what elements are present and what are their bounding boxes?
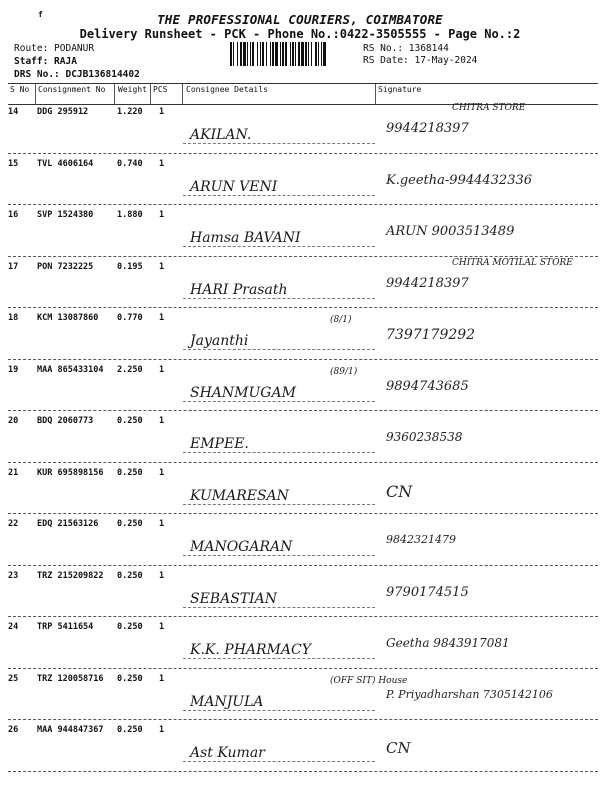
row-sno: 16 <box>8 210 19 220</box>
consignee-handwritten-name: ARUN VENI <box>190 178 278 195</box>
barcode-bar <box>326 42 328 66</box>
row-sno: 15 <box>8 158 19 169</box>
row-pcs: 1 <box>159 107 165 117</box>
row-sno: 24 <box>8 622 19 632</box>
signature-handwritten: 9790174515 <box>386 584 469 600</box>
consignee-handwritten-name: MANOGARAN <box>190 539 293 555</box>
row-weight: 0.770 <box>117 313 143 323</box>
row-weight: 0.250 <box>117 673 143 684</box>
row-consignment-no: TRZ 215209822 <box>37 570 104 581</box>
consignee-handwritten-name: EMPEE. <box>190 436 249 452</box>
drs-number: DRS No.: DCJB136814402 <box>14 69 140 80</box>
col-head-weight: Weight <box>118 85 147 94</box>
col-divider <box>35 84 36 104</box>
row-pcs: 1 <box>159 725 165 735</box>
row-separator <box>8 307 598 308</box>
row-pcs: 1 <box>159 261 165 272</box>
consignee-handwritten-name: KUMARESAN <box>190 487 289 504</box>
consignee-underline <box>183 555 375 556</box>
row-sno: 20 <box>8 416 19 426</box>
page-subtitle: Delivery Runsheet - PCK - Phone No.:0422-3505555 - Page No.:2 <box>79 27 521 41</box>
consignee-underline <box>183 349 375 350</box>
consignee-underline <box>183 143 375 144</box>
handwritten-note: CHITRA MOTILAL STORE <box>452 257 573 268</box>
row-sno: 26 <box>8 725 19 735</box>
row-weight: 0.250 <box>117 622 143 632</box>
col-divider <box>150 84 151 104</box>
row-pcs: 1 <box>159 313 165 323</box>
row-consignment-no: MAA 944847367 <box>37 725 104 735</box>
row-pcs: 1 <box>159 158 165 169</box>
staff-label: Staff: RAJA <box>14 56 77 67</box>
consignee-underline <box>183 761 375 762</box>
consignee-underline <box>183 401 375 402</box>
row-sno: 18 <box>8 313 19 323</box>
signature-handwritten: ARUN 9003513489 <box>386 224 515 239</box>
row-consignment-no: BDQ 2060773 <box>37 416 94 426</box>
col-head-consignee: Consignee Details <box>186 85 268 94</box>
col-head-signature: Signature <box>378 85 422 94</box>
row-separator <box>8 359 598 360</box>
row-sno: 17 <box>8 261 19 272</box>
row-sno: 23 <box>8 570 19 581</box>
consignee-underline <box>183 658 375 659</box>
barcode <box>230 42 358 66</box>
row-consignment-no: EDQ 21563126 <box>37 519 99 529</box>
row-separator <box>8 153 598 154</box>
row-pcs: 1 <box>159 210 165 220</box>
row-separator <box>8 616 598 617</box>
row-weight: 0.740 <box>117 158 143 169</box>
col-divider <box>182 84 183 104</box>
row-separator <box>8 462 598 463</box>
signature-handwritten: 9894743685 <box>386 378 469 394</box>
row-weight: 2.250 <box>117 364 143 375</box>
consignee-underline <box>183 710 375 711</box>
consignee-handwritten-name: AKILAN. <box>190 127 252 143</box>
rs-number: RS No.: 1368144 <box>363 43 449 54</box>
row-weight: 0.250 <box>117 570 143 581</box>
consignee-underline <box>183 298 375 299</box>
row-consignment-no: KUR 695898156 <box>37 467 104 478</box>
row-separator <box>8 668 598 669</box>
col-head-pcs: PCS <box>153 85 168 94</box>
row-pcs: 1 <box>159 416 165 426</box>
handwritten-note: CHITRA STORE <box>452 103 526 113</box>
row-weight: 0.250 <box>117 416 143 426</box>
row-pcs: 1 <box>159 673 165 684</box>
col-divider <box>375 84 376 104</box>
signature-handwritten: 9360238538 <box>386 430 463 444</box>
consignee-handwritten-name: Hamsa BAVANI <box>190 230 301 246</box>
signature-handwritten: K.geetha-9944432336 <box>386 172 533 188</box>
row-consignment-no: SVP 1524380 <box>37 210 94 220</box>
consignee-underline <box>183 246 375 247</box>
consignee-handwritten-name: SEBASTIAN <box>190 590 278 607</box>
row-consignment-no: DDG 295912 <box>37 107 89 117</box>
signature-handwritten: 9944218397 <box>386 121 469 136</box>
row-sno: 19 <box>8 364 19 375</box>
signature-handwritten: 9842321479 <box>386 533 456 546</box>
row-consignment-no: TVL 4606164 <box>37 158 94 169</box>
row-sno: 25 <box>8 673 19 684</box>
row-consignment-no: TRZ 120058716 <box>37 673 104 684</box>
row-weight: 0.250 <box>117 519 143 529</box>
row-weight: 0.250 <box>117 467 143 478</box>
row-consignment-no: PON 7232225 <box>37 261 94 272</box>
row-weight: 1.880 <box>117 210 143 220</box>
consignee-handwritten-name: Jayanthi <box>190 333 249 349</box>
header-rule-top <box>8 83 598 84</box>
row-pcs: 1 <box>159 467 165 478</box>
row-consignment-no: TRP 5411654 <box>37 622 94 632</box>
route-label: Route: PODANUR <box>14 43 95 54</box>
row-separator <box>8 256 598 257</box>
handwritten-note: (89/1) <box>330 366 358 377</box>
signature-handwritten: P. Priyadharshan 7305142106 <box>386 687 553 701</box>
row-separator <box>8 719 598 720</box>
handwritten-note: (OFF SIT) House <box>330 675 408 686</box>
consignee-handwritten-name: HARI Prasath <box>190 281 288 298</box>
consignee-underline <box>183 607 375 608</box>
row-sno: 21 <box>8 467 19 478</box>
consignee-handwritten-name: MANJULA <box>190 693 264 710</box>
row-consignment-no: KCM 13087860 <box>37 313 99 323</box>
col-divider <box>114 84 115 104</box>
signature-handwritten: CN <box>386 481 413 501</box>
consignee-handwritten-name: SHANMUGAM <box>190 384 296 401</box>
page-title: THE PROFESSIONAL COURIERS, COIMBATORE <box>157 12 443 27</box>
row-pcs: 1 <box>159 364 165 375</box>
consignee-handwritten-name: Ast Kumar <box>190 745 265 761</box>
rs-date: RS Date: 17-May-2024 <box>363 55 478 66</box>
consignee-handwritten-name: K.K. PHARMACY <box>190 642 311 658</box>
row-separator <box>8 513 598 514</box>
row-separator <box>8 204 598 205</box>
row-weight: 1.220 <box>117 107 143 117</box>
row-separator <box>8 771 598 772</box>
col-head-sno: S No <box>10 85 30 94</box>
signature-handwritten: CN <box>386 739 411 757</box>
row-pcs: 1 <box>159 622 165 632</box>
row-separator <box>8 565 598 566</box>
row-consignment-no: MAA 865433104 <box>37 364 104 375</box>
row-pcs: 1 <box>159 519 165 529</box>
signature-handwritten: 7397179292 <box>386 327 476 343</box>
row-separator <box>8 410 598 411</box>
corner-mark: f <box>38 10 43 19</box>
row-weight: 0.250 <box>117 725 143 735</box>
consignee-underline <box>183 504 375 505</box>
row-weight: 0.195 <box>117 261 143 272</box>
consignee-underline <box>183 195 375 196</box>
row-sno: 14 <box>8 107 19 117</box>
signature-handwritten: 9944218397 <box>386 275 469 291</box>
consignee-underline <box>183 452 375 453</box>
row-pcs: 1 <box>159 570 165 581</box>
signature-handwritten: Geetha 9843917081 <box>386 636 510 650</box>
handwritten-note: (8/1) <box>330 315 352 325</box>
col-head-consignment: Consignment No <box>38 85 106 94</box>
row-sno: 22 <box>8 519 19 529</box>
